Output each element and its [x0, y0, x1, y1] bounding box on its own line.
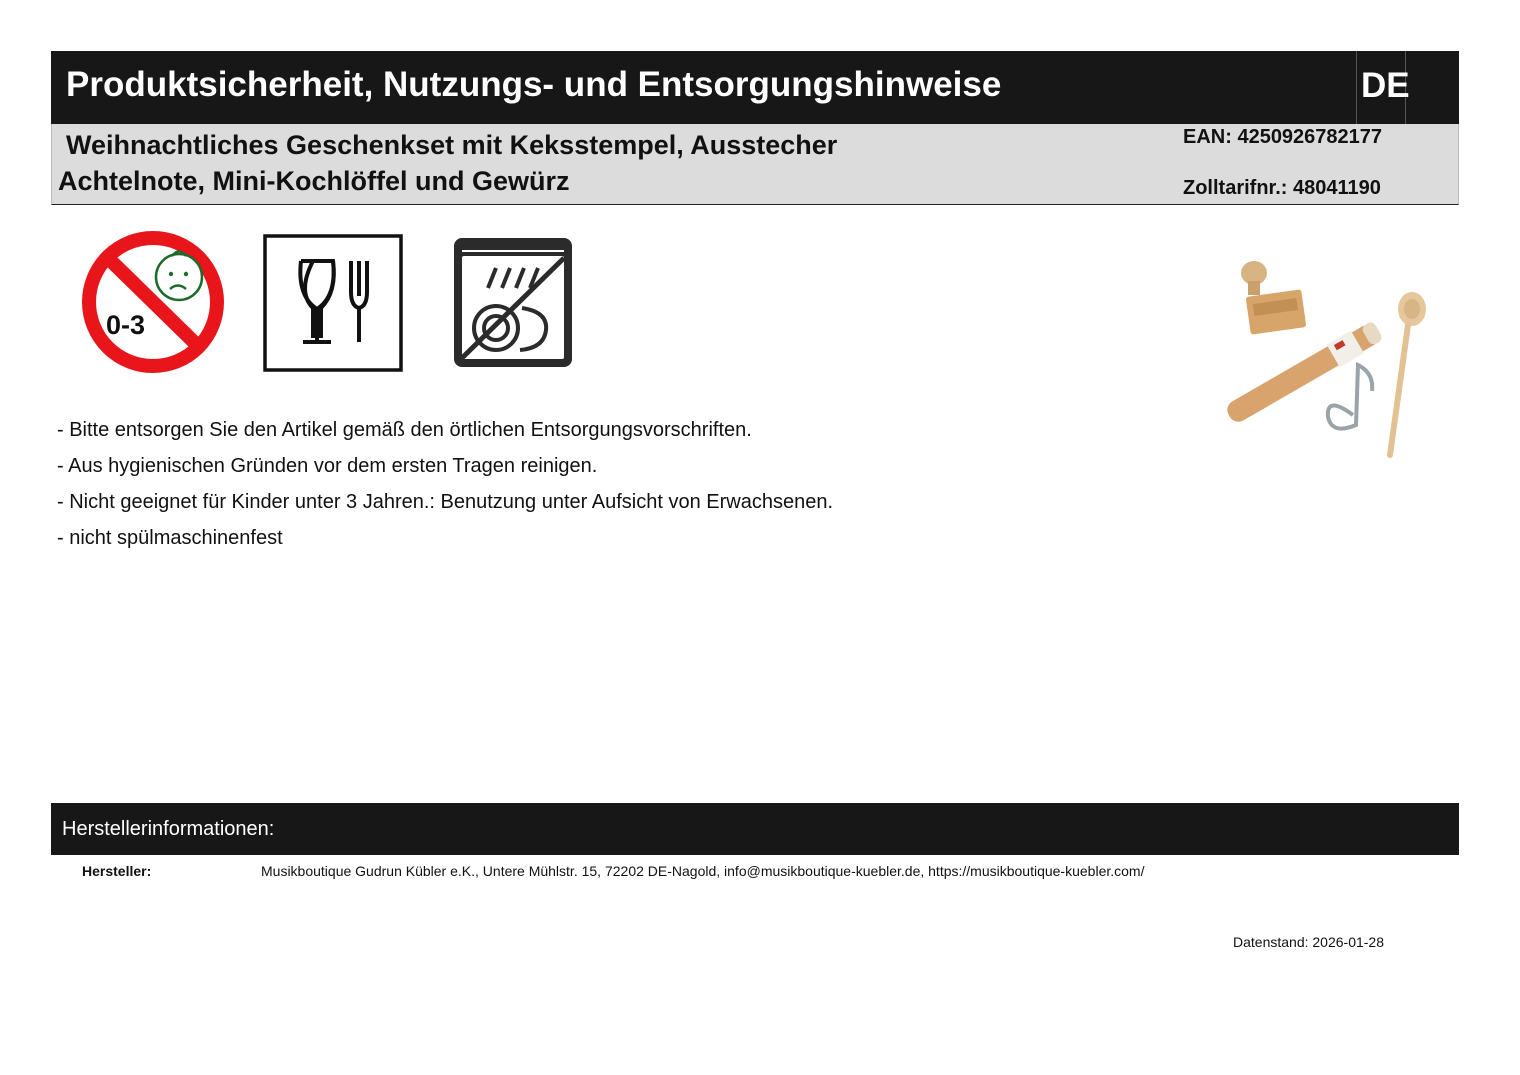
product-name-line1: Weihnachtliches Geschenkset mit Keksstempel, Ausstecher — [66, 130, 838, 160]
page-title: Produktsicherheit, Nutzungs- und Entsorgungshinweise — [66, 65, 1002, 104]
food-contact-glass-fork-icon — [263, 234, 404, 378]
not-dishwasher-safe-icon — [452, 236, 574, 374]
tariff-number: Zolltarifnr.: 48041190 — [1183, 177, 1381, 199]
header-bar — [51, 51, 1459, 124]
product-name-line2: Achtelnote, Mini-Kochlöffel und Gewürz — [58, 166, 570, 196]
product-image — [1208, 255, 1438, 470]
ean-code: EAN: 4250926782177 — [1183, 126, 1383, 148]
note-item: - nicht spülmaschinenfest — [57, 527, 283, 549]
manufacturer-section-title: Herstellerinformationen: — [62, 818, 275, 840]
note-item: - Nicht geeignet für Kinder unter 3 Jahren.: Benutzung unter Aufsicht von Erwachsenen. — [57, 491, 834, 513]
usage-notes — [57, 412, 833, 556]
manufacturer-details: Musikboutique Gudrun Kübler e.K., Untere Mühlstr. 15, 72202 DE-Nagold, info@musikboutique-kuebler.de, https://musikboutique-kuebler.com/ — [261, 863, 1145, 879]
language-box — [1356, 51, 1410, 124]
manufacturer-section-bar — [51, 803, 1459, 855]
age-range-label: 0-3 — [106, 310, 146, 340]
product-info-bar — [51, 124, 1459, 205]
language-code: DE — [1361, 66, 1410, 105]
note-item: - Bitte entsorgen Sie den Artikel gemäß den örtlichen Entsorgungsvorschriften. — [57, 419, 752, 441]
note-item: - Aus hygienischen Gründen vor dem ersten Tragen reinigen. — [57, 455, 598, 477]
no-children-0-3-icon — [79, 229, 227, 380]
data-date: Datenstand: 2026-01-28 — [1233, 934, 1384, 950]
manufacturer-label: Hersteller: — [82, 863, 152, 879]
